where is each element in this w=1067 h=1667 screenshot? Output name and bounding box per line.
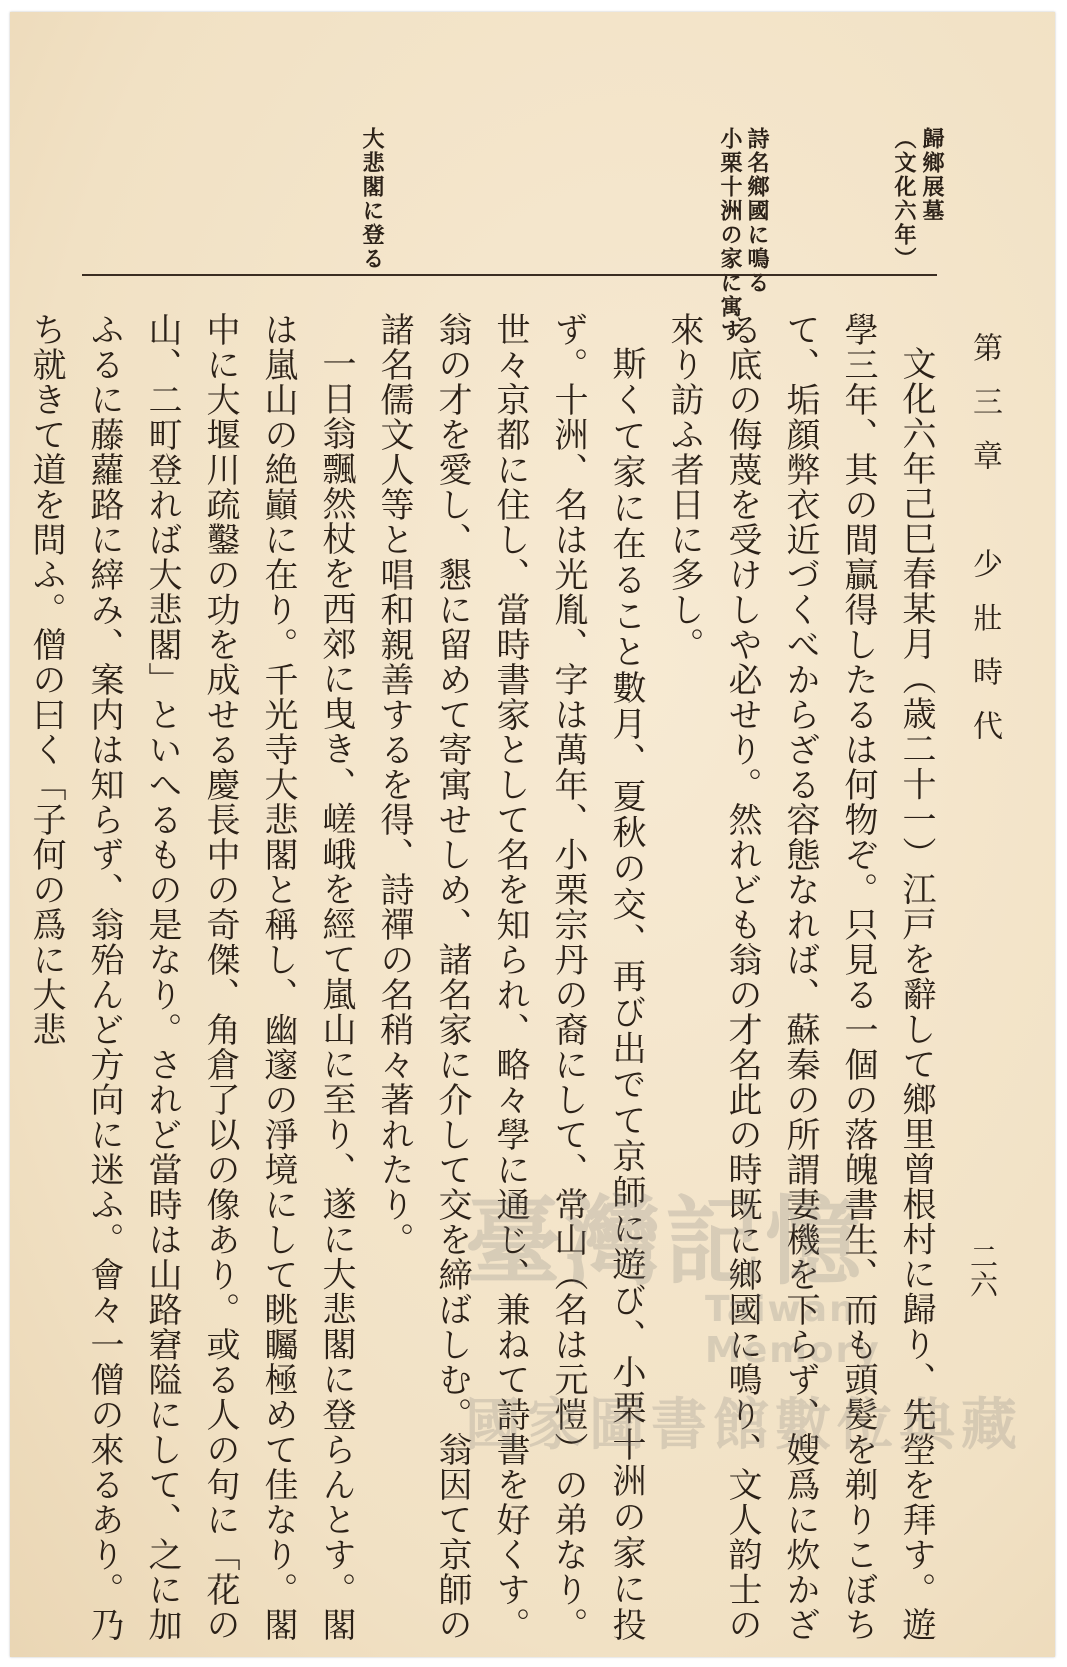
watermark-subtitle: Taiwan Memory bbox=[705, 1289, 881, 1371]
marginal-note-return-home bbox=[890, 127, 946, 277]
marginal-note-line: 詩名鄉國に鳴る bbox=[744, 127, 770, 295]
paragraph: 文化六年己巳春某月（歳二十一）江戸を辭して鄉里曾根村に歸り、先塋を拜す。遊學三年、其の間贏得したるは何物ぞ。只見る一個の落魄書生、而も頭髮を剃りこぼちて、垢顔弊衣近づくべからざる容態なれば、蘇秦の所謂妻機を下らず、嫂爲に炊かざる底の侮蔑を受けしや必せり。然れども翁の才名此の時既に鄉國に鳴り、文人韵士の來り訪ふ者日に多し。 bbox=[664, 312, 936, 1643]
chapter-header: 第三章 少壯時代 bbox=[967, 332, 1002, 764]
watermark-title: 臺灣記憶 bbox=[465, 1186, 865, 1298]
book-page bbox=[10, 12, 1055, 1657]
marginal-note-line: 小栗十洲の家に寓す bbox=[717, 127, 743, 343]
watermark-org: 國家圖書館數位典藏 bbox=[465, 1393, 1023, 1458]
marginal-note-line: （文化六年） bbox=[891, 127, 917, 271]
marginal-note-daihikaku: 大悲閣に登る bbox=[359, 127, 385, 271]
header-divider bbox=[82, 274, 937, 276]
marginal-note-line: 歸鄉展墓 bbox=[919, 127, 945, 223]
marginal-note-poetry-fame bbox=[716, 127, 770, 343]
paragraph: 一日翁飄然杖を西郊に曳き、嵯峨を經て嵐山に至り、遂に大悲閣に登らんとす。閣は嵐山の絶巓に在り。千光寺大悲閣と稱し、幽邃の淨境にして眺矚極めて佳なり。閣中に大堰川疏鑿の功を成せる慶長中の奇傑、角倉了以の像あり。或る人の句に「花の山、二町登れば大悲閣」といへるもの是なり。されど當時は山路窘隘にして、之に加ふるに藤蘿路に縡み、案内は知らず、翁殆んど方向に迷ふ。會々一僧の來るあり。乃ち就きて道を問ふ。僧の曰く「子何の爲に大悲 bbox=[26, 312, 356, 1642]
page-number: 二六 bbox=[966, 1242, 999, 1298]
paragraph: 斯くて家に在ること數月、夏秋の交、再び出でて京師に遊び、小栗十洲の家に投ず。十洲、名は光胤、字は萬年、小栗宗丹の裔にして、常山（名は元愷）の弟なり。世々京都に住し、當時書家として名を知られ、略々學に通じ、兼ねて詩書を好くす。翁の才を愛し、懇に留めて寄寓せしめ、諸名家に介して交を締ばしむ。翁因て京師の諸名儒文人等と唱和親善するを得、詩禪の名稍々著れたり。 bbox=[374, 312, 646, 1642]
